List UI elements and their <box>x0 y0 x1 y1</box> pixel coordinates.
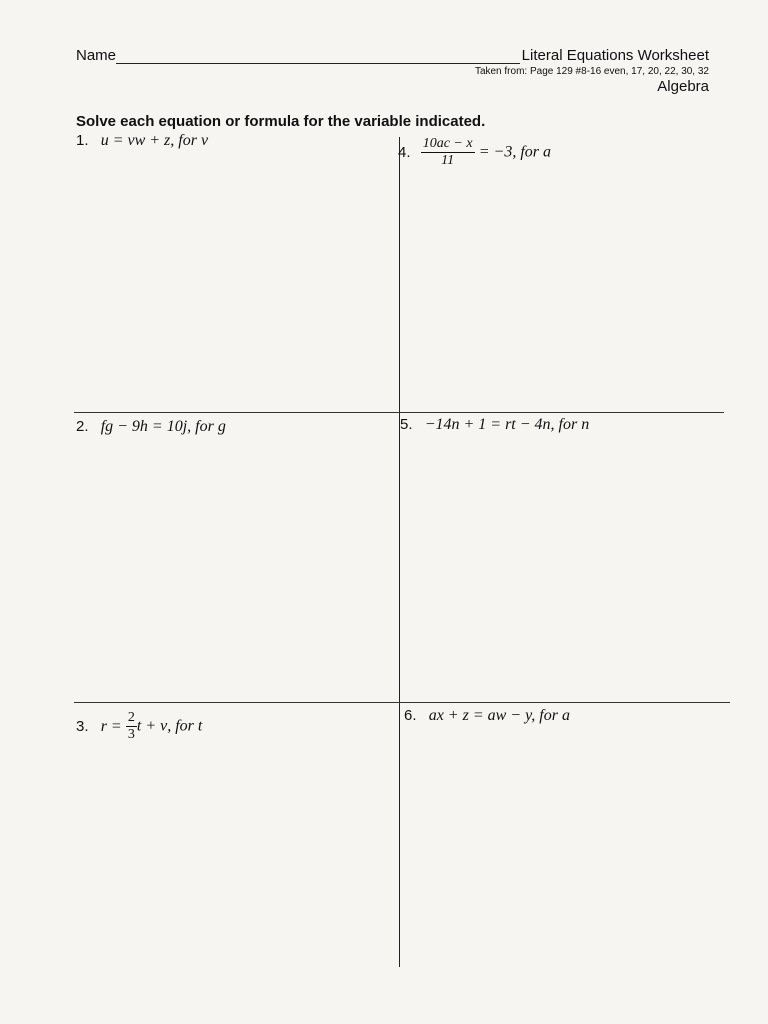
problem-number: 5. <box>400 416 413 433</box>
problem-equation-rhs: = −3 <box>478 143 513 161</box>
instructions: Solve each equation or formula for the variable indicated. <box>76 113 486 130</box>
problem-target: , for v <box>170 132 209 149</box>
problem-equation-rhs: t + v <box>136 717 168 735</box>
problem-number: 4. <box>398 144 411 161</box>
problem-4 <box>398 136 551 169</box>
problem-equation: fg − 9h = 10j <box>100 418 188 435</box>
row-divider-line-1 <box>74 412 724 413</box>
problem-number: 3. <box>76 718 89 735</box>
problem-5 <box>400 416 589 434</box>
worksheet-title: Literal Equations Worksheet <box>521 47 709 64</box>
problem-equation: −14n + 1 = rt − 4n <box>424 416 551 433</box>
problem-6 <box>404 707 570 725</box>
problem-target: , for t <box>167 717 203 735</box>
fraction-numerator: 10ac − x <box>422 136 473 151</box>
problem-target: , for n <box>550 416 590 433</box>
problem-fraction <box>126 710 137 743</box>
fraction-numerator: 2 <box>127 710 135 725</box>
problem-fraction <box>421 136 475 169</box>
problem-number: 6. <box>404 707 417 724</box>
problem-number: 1. <box>76 132 89 149</box>
center-divider-line <box>399 137 400 967</box>
worksheet-source: Taken from: Page 129 #8-16 even, 17, 20, 22, 30, 32 <box>474 66 709 77</box>
name-label: Name <box>76 47 117 64</box>
problem-3 <box>76 710 202 743</box>
name-blank-line <box>116 63 520 64</box>
row-divider-line-2 <box>74 702 730 703</box>
problem-equation: ax + z = aw − y <box>428 707 532 724</box>
problem-target: , for a <box>531 707 570 724</box>
problem-equation-lhs: r = <box>100 717 122 735</box>
fraction-denominator: 11 <box>441 153 455 168</box>
problem-number: 2. <box>76 418 89 435</box>
problem-2 <box>76 418 226 436</box>
problem-equation: u = vw + z <box>100 132 171 149</box>
worksheet-subject: Algebra <box>657 78 709 95</box>
fraction-denominator: 3 <box>127 727 135 742</box>
problem-target: , for g <box>187 418 226 435</box>
problem-1 <box>76 132 208 150</box>
problem-target: , for a <box>512 143 551 161</box>
